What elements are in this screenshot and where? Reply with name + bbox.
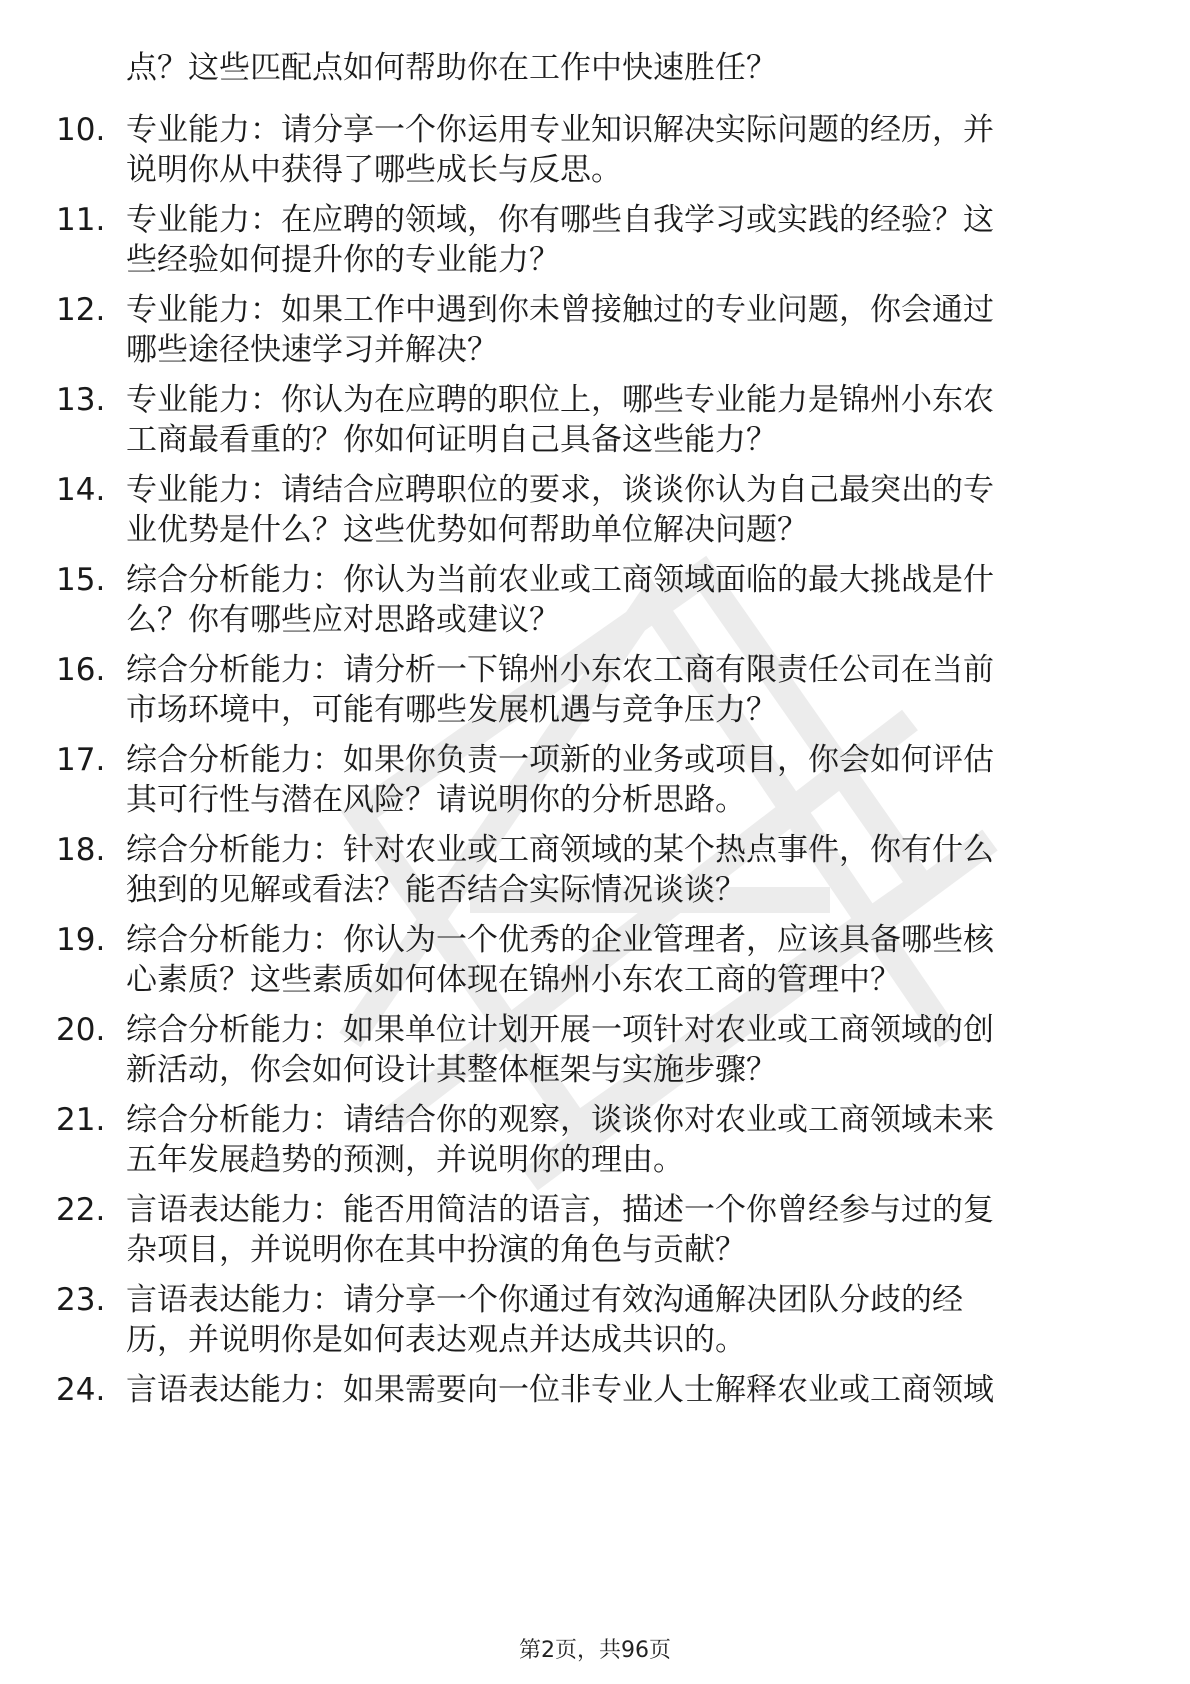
question-number: 13. xyxy=(56,382,106,418)
question-text xyxy=(126,1190,1116,1270)
question-text xyxy=(126,110,1116,190)
question-item xyxy=(0,740,1190,830)
question-item xyxy=(0,920,1190,1010)
question-number: 14. xyxy=(56,472,106,508)
question-item xyxy=(0,560,1190,650)
question-number: 24. xyxy=(56,1372,106,1408)
question-number: 19. xyxy=(56,922,106,958)
question-number: 12. xyxy=(56,292,106,328)
question-text-line: 综合分析能力：如果单位计划开展一项针对农业或工商领域的创 xyxy=(126,1012,994,1048)
question-text-line: 其可行性与潜在风险？请说明你的分析思路。 xyxy=(126,782,746,818)
question-item xyxy=(0,830,1190,920)
question-number: 20. xyxy=(56,1012,106,1048)
question-text xyxy=(126,470,1116,550)
question-number: 23. xyxy=(56,1282,106,1318)
question-number: 18. xyxy=(56,832,106,868)
question-list xyxy=(0,110,1190,1460)
question-text-line: 言语表达能力：如果需要向一位非专业人士解释农业或工商领域 xyxy=(126,1372,994,1408)
question-text-line: 哪些途径快速学习并解决？ xyxy=(126,332,498,368)
question-item xyxy=(0,650,1190,740)
question-number: 11. xyxy=(56,202,106,238)
question-item xyxy=(0,1100,1190,1190)
question-number: 10. xyxy=(56,112,106,148)
question-text xyxy=(126,1100,1116,1180)
question-number: 17. xyxy=(56,742,106,778)
question-item xyxy=(0,1370,1190,1460)
question-text xyxy=(126,650,1116,730)
question-text-line: 杂项目，并说明你在其中扮演的角色与贡献？ xyxy=(126,1232,746,1268)
question-text xyxy=(126,920,1116,1000)
question-text-line: 市场环境中，可能有哪些发展机遇与竞争压力？ xyxy=(126,692,777,728)
question-text-line: 综合分析能力：针对农业或工商领域的某个热点事件，你有什么 xyxy=(126,832,994,868)
question-text-line: 五年发展趋势的预测，并说明你的理由。 xyxy=(126,1142,684,1178)
question-text-line: 新活动，你会如何设计其整体框架与实施步骤？ xyxy=(126,1052,777,1088)
question-text xyxy=(126,380,1116,460)
question-text-line: 些经验如何提升你的专业能力？ xyxy=(126,242,560,278)
question-text xyxy=(126,1280,1116,1360)
question-number: 15. xyxy=(56,562,106,598)
question-text-line: 综合分析能力：你认为当前农业或工商领域面临的最大挑战是什 xyxy=(126,562,994,598)
question-text-line: 言语表达能力：能否用简洁的语言，描述一个你曾经参与过的复 xyxy=(126,1192,994,1228)
question-item xyxy=(0,290,1190,380)
question-text-line: 专业能力：请结合应聘职位的要求，谈谈你认为自己最突出的专 xyxy=(126,472,994,508)
question-text-line: 专业能力：请分享一个你运用专业知识解决实际问题的经历，并 xyxy=(126,112,994,148)
page-number-footer: 第2页，共96页 xyxy=(519,1638,671,1663)
question-text-line: 综合分析能力：请结合你的观察，谈谈你对农业或工商领域未来 xyxy=(126,1102,994,1138)
question-number: 16. xyxy=(56,652,106,688)
question-text-line: 综合分析能力：请分析一下锦州小东农工商有限责任公司在当前 xyxy=(126,652,994,688)
question-text-line: 心素质？这些素质如何体现在锦州小东农工商的管理中？ xyxy=(126,962,901,998)
question-text-line: 历，并说明你是如何表达观点并达成共识的。 xyxy=(126,1322,746,1358)
question-text xyxy=(126,830,1116,910)
question-text-line: 专业能力：你认为在应聘的职位上，哪些专业能力是锦州小东农 xyxy=(126,382,994,418)
question-text xyxy=(126,1370,1116,1410)
question-text-line: 业优势是什么？这些优势如何帮助单位解决问题？ xyxy=(126,512,808,548)
question-text xyxy=(126,740,1116,820)
question-text-line: 专业能力：如果工作中遇到你未曾接触过的专业问题，你会通过 xyxy=(126,292,994,328)
question-number: 21. xyxy=(56,1102,106,1138)
question-text xyxy=(126,1010,1116,1090)
question-text-line: 言语表达能力：请分享一个你通过有效沟通解决团队分歧的经 xyxy=(126,1282,963,1318)
question-text-line: 独到的见解或看法？能否结合实际情况谈谈？ xyxy=(126,872,746,908)
question-item xyxy=(0,200,1190,290)
question-item xyxy=(0,1010,1190,1100)
question-text xyxy=(126,560,1116,640)
question-text-line: 说明你从中获得了哪些成长与反思。 xyxy=(126,152,622,188)
question-text xyxy=(126,200,1116,280)
question-item xyxy=(0,110,1190,200)
question-text-line: 专业能力：在应聘的领域，你有哪些自我学习或实践的经验？这 xyxy=(126,202,994,238)
question-item xyxy=(0,1190,1190,1280)
question-text xyxy=(126,290,1116,370)
question-text-line: 综合分析能力：如果你负责一项新的业务或项目，你会如何评估 xyxy=(126,742,994,778)
question-text-line: 么？你有哪些应对思路或建议？ xyxy=(126,602,560,638)
question-text-line: 综合分析能力：你认为一个优秀的企业管理者，应该具备哪些核 xyxy=(126,922,994,958)
question-number: 22. xyxy=(56,1192,106,1228)
question-item xyxy=(0,470,1190,560)
question-item xyxy=(0,1280,1190,1370)
question-item xyxy=(0,380,1190,470)
continued-question-tail: 点？这些匹配点如何帮助你在工作中快速胜任？ xyxy=(126,50,777,86)
question-text-line: 工商最看重的？你如何证明自己具备这些能力？ xyxy=(126,422,777,458)
